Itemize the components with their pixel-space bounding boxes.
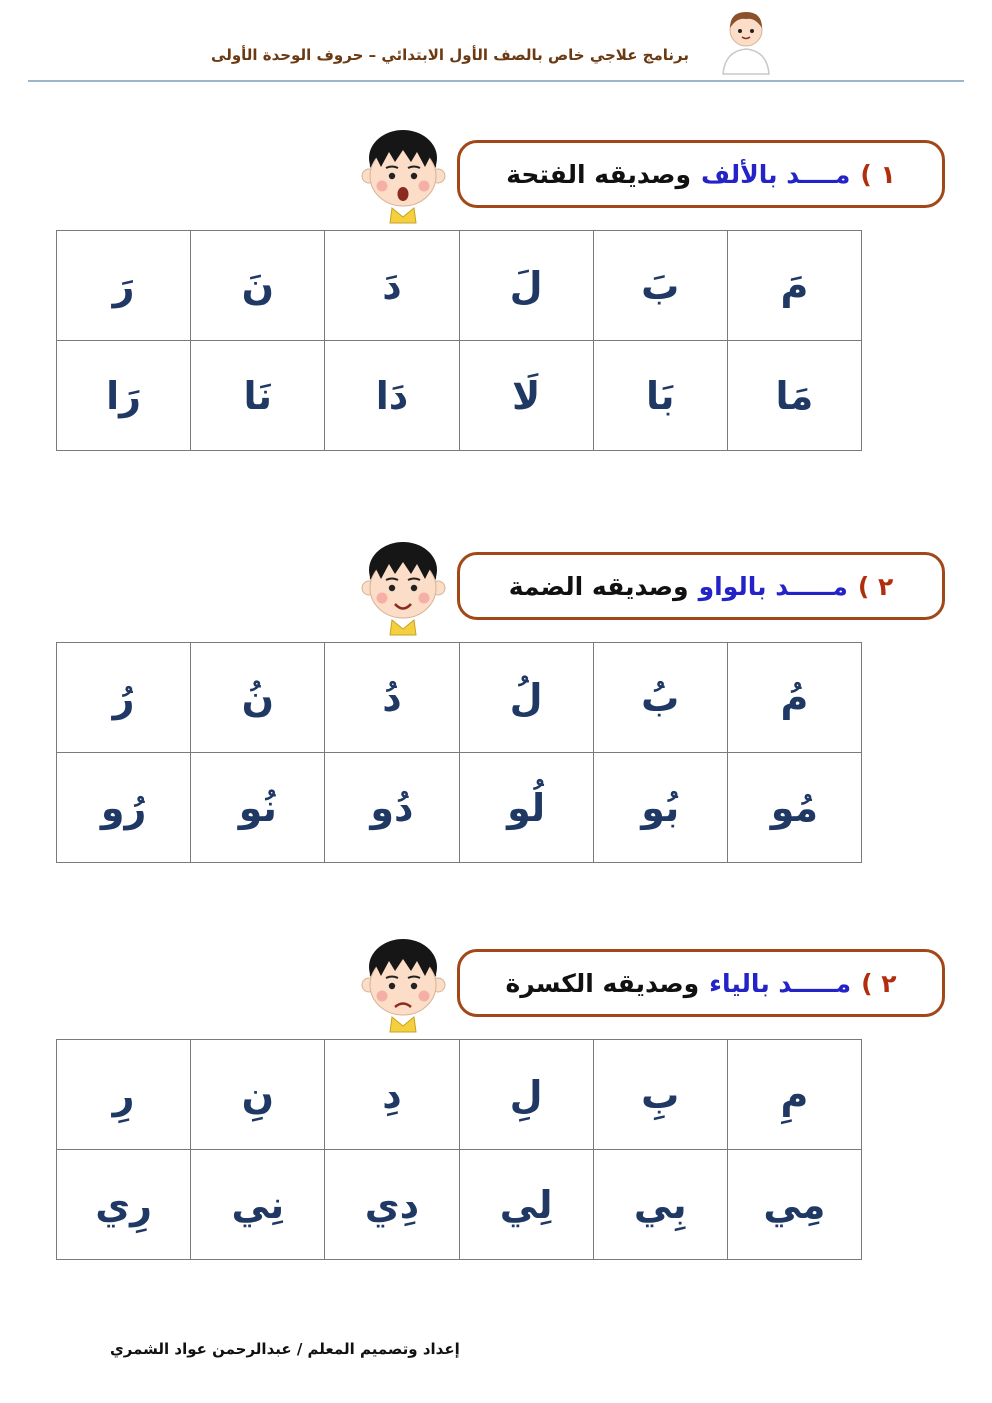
- letter-cell: دَا: [325, 341, 459, 451]
- section-title-rest: وصديقه الكسرة: [505, 968, 700, 998]
- section-title-banner: [457, 552, 945, 620]
- letter-cell: نِي: [191, 1150, 325, 1260]
- letter-cell: لُ: [459, 643, 593, 753]
- letter-cell: بُ: [593, 643, 727, 753]
- letter-cell: دَ: [325, 231, 459, 341]
- section-title-rest: وصديقه الفتحة: [506, 159, 691, 189]
- table-row-short: [57, 643, 862, 753]
- section-title-rest: وصديقه الضمة: [508, 571, 689, 601]
- letter-cell: مِ: [727, 1040, 861, 1150]
- section-madd-alif: [0, 124, 992, 451]
- section-title-banner: [457, 949, 945, 1017]
- letter-cell: نَا: [191, 341, 325, 451]
- section-number: ١ ): [860, 159, 896, 189]
- letter-cell: بَا: [593, 341, 727, 451]
- student-avatar-icon: [711, 4, 781, 80]
- section-title-banner: [457, 140, 945, 208]
- letters-table-fatha: [56, 230, 862, 451]
- letter-cell: لِ: [459, 1040, 593, 1150]
- boy-face-icon: [356, 536, 451, 636]
- section-title-row: [0, 933, 992, 1033]
- boy-face-icon: [356, 933, 451, 1033]
- letter-cell: لَا: [459, 341, 593, 451]
- letters-table-damma: [56, 642, 862, 863]
- letter-cell: رَ: [57, 231, 191, 341]
- table-row-long: [57, 1150, 862, 1260]
- table-row-long: [57, 753, 862, 863]
- letter-cell: مَ: [727, 231, 861, 341]
- table-row-short: [57, 231, 862, 341]
- letter-cell: مَا: [727, 341, 861, 451]
- letter-cell: رَا: [57, 341, 191, 451]
- letter-cell: دُو: [325, 753, 459, 863]
- section-title-row: [0, 124, 992, 224]
- page-header: [0, 0, 992, 80]
- footer-credit: إعداد وتصميم المعلم / عبدالرحمن عواد الشمري: [110, 1340, 460, 1358]
- letter-cell: لِي: [459, 1150, 593, 1260]
- letter-cell: بُو: [593, 753, 727, 863]
- letter-cell: نُو: [191, 753, 325, 863]
- letter-cell: دِ: [325, 1040, 459, 1150]
- section-title-highlight: مـــــد بالياء: [709, 968, 852, 998]
- letter-cell: نُ: [191, 643, 325, 753]
- section-madd-yaa: [0, 933, 992, 1260]
- section-number: ٢ ): [861, 968, 897, 998]
- section-title-highlight: مــــد بالألف: [700, 159, 851, 189]
- section-madd-waw: [0, 536, 992, 863]
- letters-table-kasra: [56, 1039, 862, 1260]
- letter-cell: نَ: [191, 231, 325, 341]
- letter-cell: بِي: [593, 1150, 727, 1260]
- section-number: ٢ ): [857, 571, 894, 601]
- boy-face-icon: [356, 124, 451, 224]
- letter-cell: رُ: [57, 643, 191, 753]
- letter-cell: دُ: [325, 643, 459, 753]
- worksheet-title: برنامج علاجي خاص بالصف الأول الابتدائي – حروف الوحدة الأولى: [211, 46, 689, 64]
- letter-cell: رُو: [57, 753, 191, 863]
- letter-cell: لُو: [459, 753, 593, 863]
- letter-cell: بَ: [593, 231, 727, 341]
- letter-cell: دِي: [325, 1150, 459, 1260]
- letter-cell: رِ: [57, 1040, 191, 1150]
- header-divider: [28, 80, 964, 82]
- table-row-short: [57, 1040, 862, 1150]
- letter-cell: رِي: [57, 1150, 191, 1260]
- section-title-row: [0, 536, 992, 636]
- letter-cell: بِ: [593, 1040, 727, 1150]
- letter-cell: مُ: [727, 643, 861, 753]
- letter-cell: مِي: [727, 1150, 861, 1260]
- table-row-long: [57, 341, 862, 451]
- section-title-highlight: مـــــد بالواو: [698, 571, 848, 601]
- letter-cell: لَ: [459, 231, 593, 341]
- letter-cell: مُو: [727, 753, 861, 863]
- letter-cell: نِ: [191, 1040, 325, 1150]
